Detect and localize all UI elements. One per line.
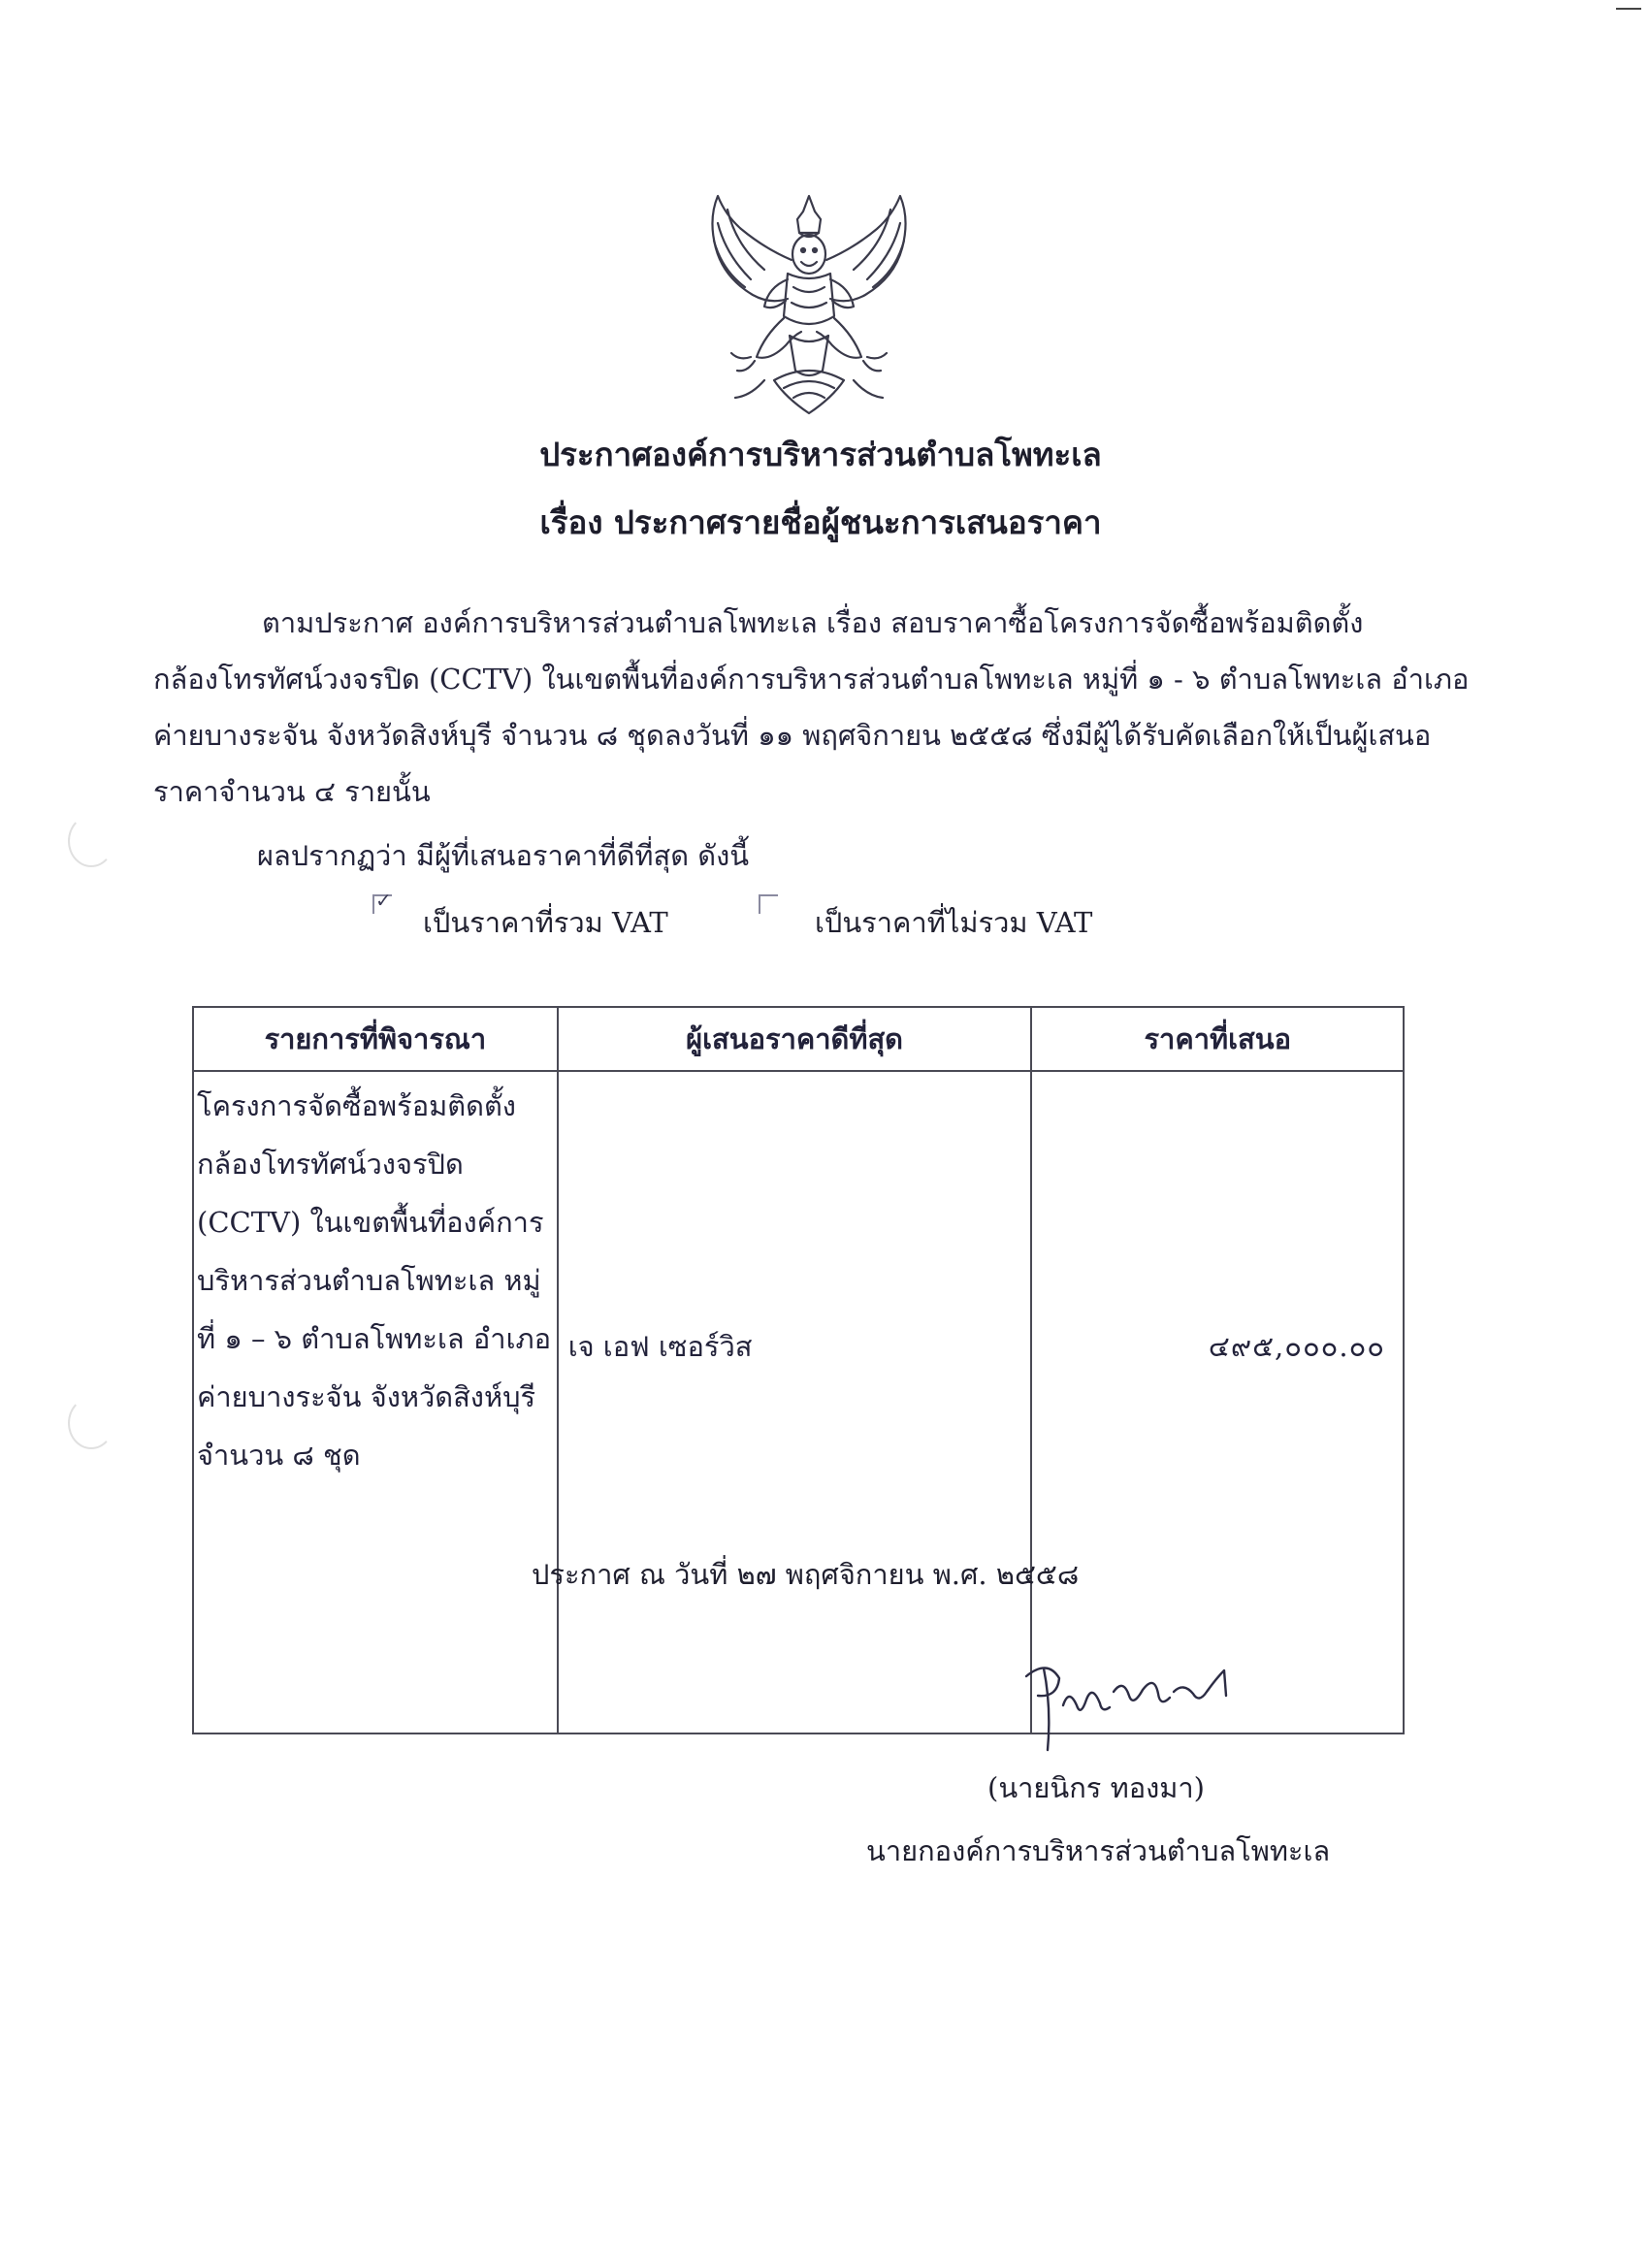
signature-icon: [1009, 1649, 1251, 1756]
header-item: รายการที่พิจารณา: [193, 1007, 558, 1071]
paragraph-line: ค่ายบางระจัน จังหวัดสิงห์บุรี จำนวน ๘ ชุดลงวันที่ ๑๑ พฤศจิกายน ๒๕๕๘ ซึ่งมีผู้ได้รับคัดเลือกให้เป็นผู้เสนอ: [153, 719, 1432, 752]
paragraph-line: กล้องโทรทัศน์วงจรปิด (CCTV) ในเขตพื้นที่องค์การบริหารส่วนตำบลโพทะเล หมู่ที่ ๑ - ๖ ตำบลโพทะเล อำเภอ: [153, 663, 1470, 696]
vat-exclude-checkbox[interactable]: [759, 894, 778, 914]
result-table: [192, 1006, 1405, 1734]
corner-mark: [1616, 8, 1641, 10]
item-line: กล้องโทรทัศน์วงจรปิด: [197, 1148, 464, 1181]
vat-exclude-label: เป็นราคาที่ไม่รวม VAT: [815, 906, 1093, 939]
announcement-subject: เรื่อง ประกาศรายชื่อผู้ชนะการเสนอราคา: [539, 503, 1102, 541]
winner-cell: เจ เอฟ เซอร์วิส: [558, 1071, 1032, 1733]
item-line: โครงการจัดซื้อพร้อมติดตั้ง: [197, 1089, 516, 1122]
price-cell: ๔๙๕,๐๐๐.๐๐: [1031, 1071, 1404, 1733]
punch-hole-mark: [68, 815, 114, 867]
paragraph-line: ราคาจำนวน ๔ รายนั้น: [153, 775, 431, 808]
signer-name: (นายนิกร ทองมา): [987, 1771, 1205, 1804]
item-line: จำนวน ๘ ชุด: [197, 1439, 361, 1472]
announcement-title: ประกาศองค์การบริหารส่วนตำบลโพทะเล: [539, 436, 1102, 473]
announce-date: ประกาศ ณ วันที่ ๒๗ พฤศจิกายน พ.ศ. ๒๕๕๘: [532, 1558, 1080, 1591]
vat-include-label: เป็นราคาที่รวม VAT: [423, 906, 668, 939]
signer-title: นายกองค์การบริหารส่วนตำบลโพทะเล: [866, 1834, 1331, 1867]
table-row: [193, 1071, 1404, 1733]
paragraph-line: ตามประกาศ องค์การบริหารส่วนตำบลโพทะเล เรื่อง สอบราคาซื้อโครงการจัดซื้อพร้อมติดตั้ง: [262, 606, 1364, 639]
garuda-emblem-icon: [696, 190, 922, 421]
header-price: ราคาที่เสนอ: [1031, 1007, 1404, 1071]
check-icon: ✓: [375, 889, 392, 912]
item-line: ที่ ๑ – ๖ ตำบลโพทะเล อำเภอ: [197, 1322, 552, 1355]
item-line: บริหารส่วนตำบลโพทะเล หมู่: [197, 1264, 541, 1297]
vat-include-checkbox[interactable]: [372, 889, 392, 914]
header-winner: ผู้เสนอราคาดีที่สุด: [558, 1007, 1032, 1071]
result-intro: ผลปรากฏว่า มีผู้ที่เสนอราคาที่ดีที่สุด ดังนี้: [257, 839, 750, 872]
item-line: ค่ายบางระจัน จังหวัดสิงห์บุรี: [197, 1380, 536, 1413]
table-header-row: [193, 1007, 1404, 1071]
item-line: (CCTV) ในเขตพื้นที่องค์การ: [197, 1206, 544, 1239]
item-cell: [193, 1071, 558, 1733]
punch-hole-mark: [68, 1397, 114, 1449]
